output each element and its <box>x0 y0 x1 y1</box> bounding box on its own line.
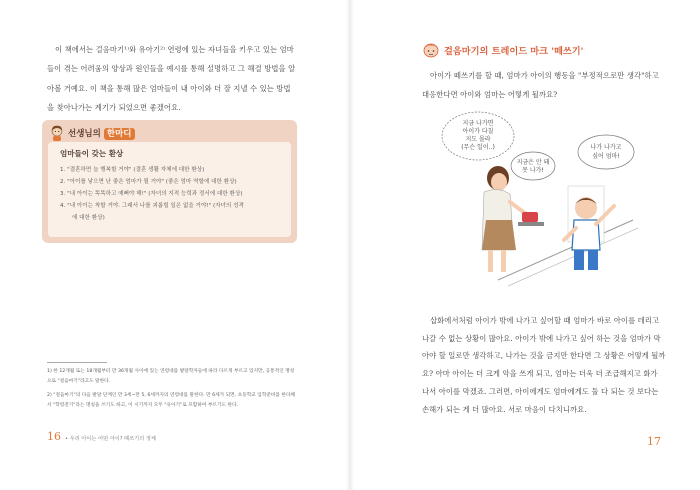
mother-thought-bubble <box>442 112 514 160</box>
list-item: 3. "내 아이는 똑똑하고 예뻐야 해!" (자녀의 지적 능력과 정서에 대한 환상) <box>60 191 243 197</box>
footnote-1: 1) 한 12개월 또는 18개월부터 만 36개월 사이에 있는 연령대를 발달학자들에 따라 다르게 부르고 있지만, 공통적인 명칭으로 "걸음마기"라고도 말한다. <box>47 369 295 384</box>
bubble-child-line: 싶어 엄마! <box>592 153 620 160</box>
footnote-2: 2) "걸음마기"의 다음 발달 단계인 만 3세~만 5, 6세까지의 연령대를 말한다. 만 6세가 되면, 초등학교 입학준비를 한다해서 "학령전기"라는 명칭을 쓰기도 하고, 이 시기까지 모두 "유아기"로 포함하여 부르기도 한다. <box>47 393 296 408</box>
section-heading <box>422 42 583 58</box>
bubble-child-line: 나가 나가고 <box>590 144 622 151</box>
bubble-mom-line: 지도 몰라 <box>465 136 491 143</box>
right-folio <box>647 430 661 449</box>
list-item: 1. "결혼하면 늘 행복할 거야" (결혼 생활 자체에 대한 환상) <box>60 167 205 173</box>
list-item: 4. "내 아이는 착할 거야. 그래서 나를 괴롭힐 일은 없을 거야!" (자녀의 성격 <box>60 203 244 209</box>
left-folio <box>47 430 156 443</box>
mother-speech-bubble <box>511 152 555 180</box>
bubble-mom-line: (무슨 일이..) <box>461 144 495 151</box>
child-speech-bubble <box>578 135 634 169</box>
tip-box-header <box>50 124 135 142</box>
teacher-avatar-icon <box>50 125 64 141</box>
bubble-mom-line: 지금 나가면 <box>462 120 494 127</box>
mother-figure <box>482 166 526 272</box>
list-item: 2. "아이를 낳으면 난 좋은 엄마가 될 거야" (좋은 엄마 역할에 대한 환상) <box>60 179 237 185</box>
page-number-left: 16 <box>47 430 61 443</box>
list-item-continuation: 에 대한 환상) <box>72 215 105 221</box>
mother-child-illustration <box>438 110 638 292</box>
tip-box-title: 선생님의 한마디 <box>68 127 135 139</box>
fantasy-list <box>60 164 286 224</box>
left-intro-paragraph: 이 책에서는 걸음마기¹⁾와 유아기²⁾ 연령에 있는 자녀들을 키우고 있는 엄마들이 겪는 어려움의 양상과 원인들을 예시를 통해 설명하고 그 해결 방법을 알아볼 거예요. 이 책을 통해 많은 엄마들이 내 아이와 더 잘 지낼 수 있는 방법을 찾아나가는 계기가 되었으면 좋겠어요. <box>47 45 296 113</box>
teacher-tip-box <box>42 120 297 243</box>
right-page <box>350 0 700 490</box>
tip-box-title-highlight: 한마디 <box>104 128 135 140</box>
bubble-mom-small-line: 못 나가! <box>522 167 544 174</box>
page-number-right: 17 <box>647 435 661 448</box>
section-heading-text: 걸음마기의 트레이드 마크 '떼쓰기' <box>444 46 584 57</box>
bubble-mom-small-line: 지금은 안 돼 <box>516 159 550 166</box>
tip-box-subtitle: 엄마들이 갖는 환상 <box>60 149 124 158</box>
bubble-mom-line: 아이가 다칠 <box>462 128 494 135</box>
footnote-divider <box>47 362 107 363</box>
tip-box-content <box>48 142 291 237</box>
right-body-paragraph: 삽화에서처럼 아이가 밖에 나가고 싶어할 때 엄마가 바로 아이를 데리고 나갈 수 없는 상황이 많아요. 아이가 밖에 나가고 싶어 하는 것을 엄마가 막아야 할 일로만 생각하고, 나가는 것을 금지만 한다면 그 상황은 어떻게 될까요? 아마 아이는 더 크게 악을 쓰게 되고, 엄마는 더욱 더 조급해지고 화가 나서 아이를 막겠죠. 그러면, 아이에게도 엄마에게도 둘 다 되는 것 보다는 손해가 되는 게 더 많아요. 서로 마음이 다치니까요. <box>422 316 666 414</box>
toddler-face-icon <box>422 42 440 58</box>
right-intro-paragraph: 아이가 떼쓰기를 할 때, 엄마가 아이의 행동을 "부정적으로만 생각"하고 대응한다면 아이와 엄마는 어떻게 될까요? <box>422 71 659 100</box>
running-head: • 우리 아이는 어떤 아이? 떼쓰기의 정체 <box>65 436 156 442</box>
